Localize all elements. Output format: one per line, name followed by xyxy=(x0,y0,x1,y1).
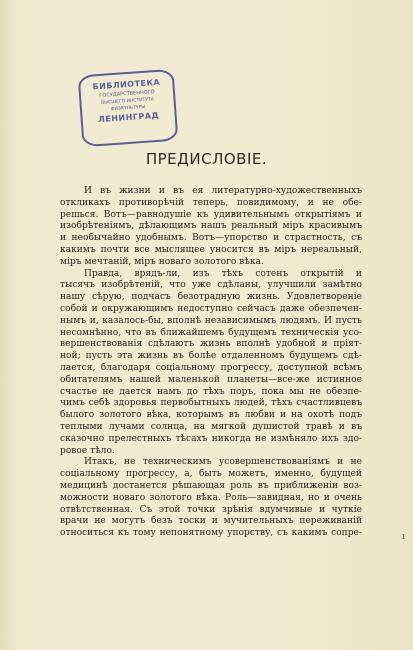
stamp-line-5: ЛЕНИНГРАД xyxy=(97,110,160,125)
text-line: можности новаго золотого вѣка. Роль—завидная, но и очень xyxy=(60,492,362,503)
text-line: относиться къ тому непонятному упорству, съ какимъ сопре- xyxy=(60,528,362,539)
stamp-line-1: БИБЛИОТЕКА xyxy=(92,77,161,92)
text-line: Итакъ, не техническимъ усовершенствованіямъ и не xyxy=(84,457,362,468)
text-line: врачи не могутъ безъ тоски и мучительныхъ переживаній xyxy=(60,516,362,527)
text-line: медицинѣ достанется рѣшающая роль въ приближеніи воз- xyxy=(60,480,362,491)
paragraph xyxy=(60,269,362,458)
text-line: соціальному прогрессу, а, быть можетъ, именно, будущей xyxy=(60,469,362,480)
text-line: лается, благодаря соціальному прогрессу, доступной всѣмъ xyxy=(60,362,362,373)
text-line: сказочно прелестныхъ тѣсахъ никогда не измѣняло ихъ здо- xyxy=(60,433,362,444)
text-line: какимъ почти все мыслящее уносится въ міръ нереальный, xyxy=(60,244,362,255)
text-line: решься. Вотъ—равнодушіе къ удивительнымъ открытіямъ и xyxy=(60,209,362,220)
text-line: тысячъ изобрѣтеній, что уже сдѣланы, улучшили замѣтно xyxy=(60,280,362,291)
text-line: обитателямъ нашей маленькой планеты—все-же истинное xyxy=(60,374,362,385)
text-line: вершенствованія сдѣлаютъ жизнь вполнѣ удобной и пріят- xyxy=(60,339,362,350)
paragraph xyxy=(60,186,362,269)
text-line: былого золотого вѣка, которымъ въ любви и на охотѣ подъ xyxy=(60,410,362,421)
text-line: Правда, врядъ-ли, изъ тѣхъ сотенъ открытій и xyxy=(84,268,362,279)
text-line: нашу сѣрую, подчасъ безотрадную жизнь. Удовлетвореніе xyxy=(60,292,362,303)
margin-mark: ı xyxy=(402,532,405,542)
text-line: изобрѣтеніямъ, дѣлающимъ нашъ реальный міръ красивымъ xyxy=(60,221,362,232)
document-body xyxy=(60,186,362,540)
text-line: чимъ себѣ здоровья первобытныхъ людей, тѣхъ счастливцевъ xyxy=(60,398,362,409)
text-line: счастье не дается намъ до тѣхъ поръ, пока мы не обезпе- xyxy=(60,386,362,397)
text-line: несомнѣнно, что въ ближайшемъ будущемъ техническія усо- xyxy=(60,327,362,338)
text-line: ровое тѣло. xyxy=(60,445,115,456)
stamp-line-4: ФИЗКУЛЬТУРЫ xyxy=(110,104,146,113)
library-stamp xyxy=(78,69,179,148)
stamp-line-2: ГОСУДАРСТВЕННОГО xyxy=(99,89,155,99)
text-line: собой и окружающимъ недоступно сейчасъ даже обезпечен- xyxy=(60,303,362,314)
text-line: отвѣтственная. Съ этой точки зрѣнія вдумчивые и чуткіе xyxy=(60,504,362,515)
text-line: откликахъ противорѣчій теперь, повидимому, и не обе- xyxy=(60,197,362,208)
text-line: міръ мечтаній, міръ новаго золотого вѣка. xyxy=(60,256,264,267)
text-line: И въ жизни и въ ея литературно-художественныхъ xyxy=(84,186,362,196)
stamp-line-3: ВЫСШЕГО ИНСТИТУТА xyxy=(100,97,155,106)
text-line: и необычайно удобнымъ. Вотъ—упорство и страстность, съ xyxy=(60,233,362,244)
text-line: теплыми лучами солнца, на мягкой душистой травѣ и въ xyxy=(60,421,362,432)
paragraph xyxy=(60,457,362,540)
text-line: нымъ и, казалось-бы, вполнѣ независимымъ людямъ. И пусть xyxy=(60,315,362,326)
page-title: ПРЕДИСЛОВІЕ. xyxy=(145,150,268,168)
text-line: ной; пусть эта жизнь въ болѣе отдаленномъ будущемъ сдѣ- xyxy=(60,351,362,362)
